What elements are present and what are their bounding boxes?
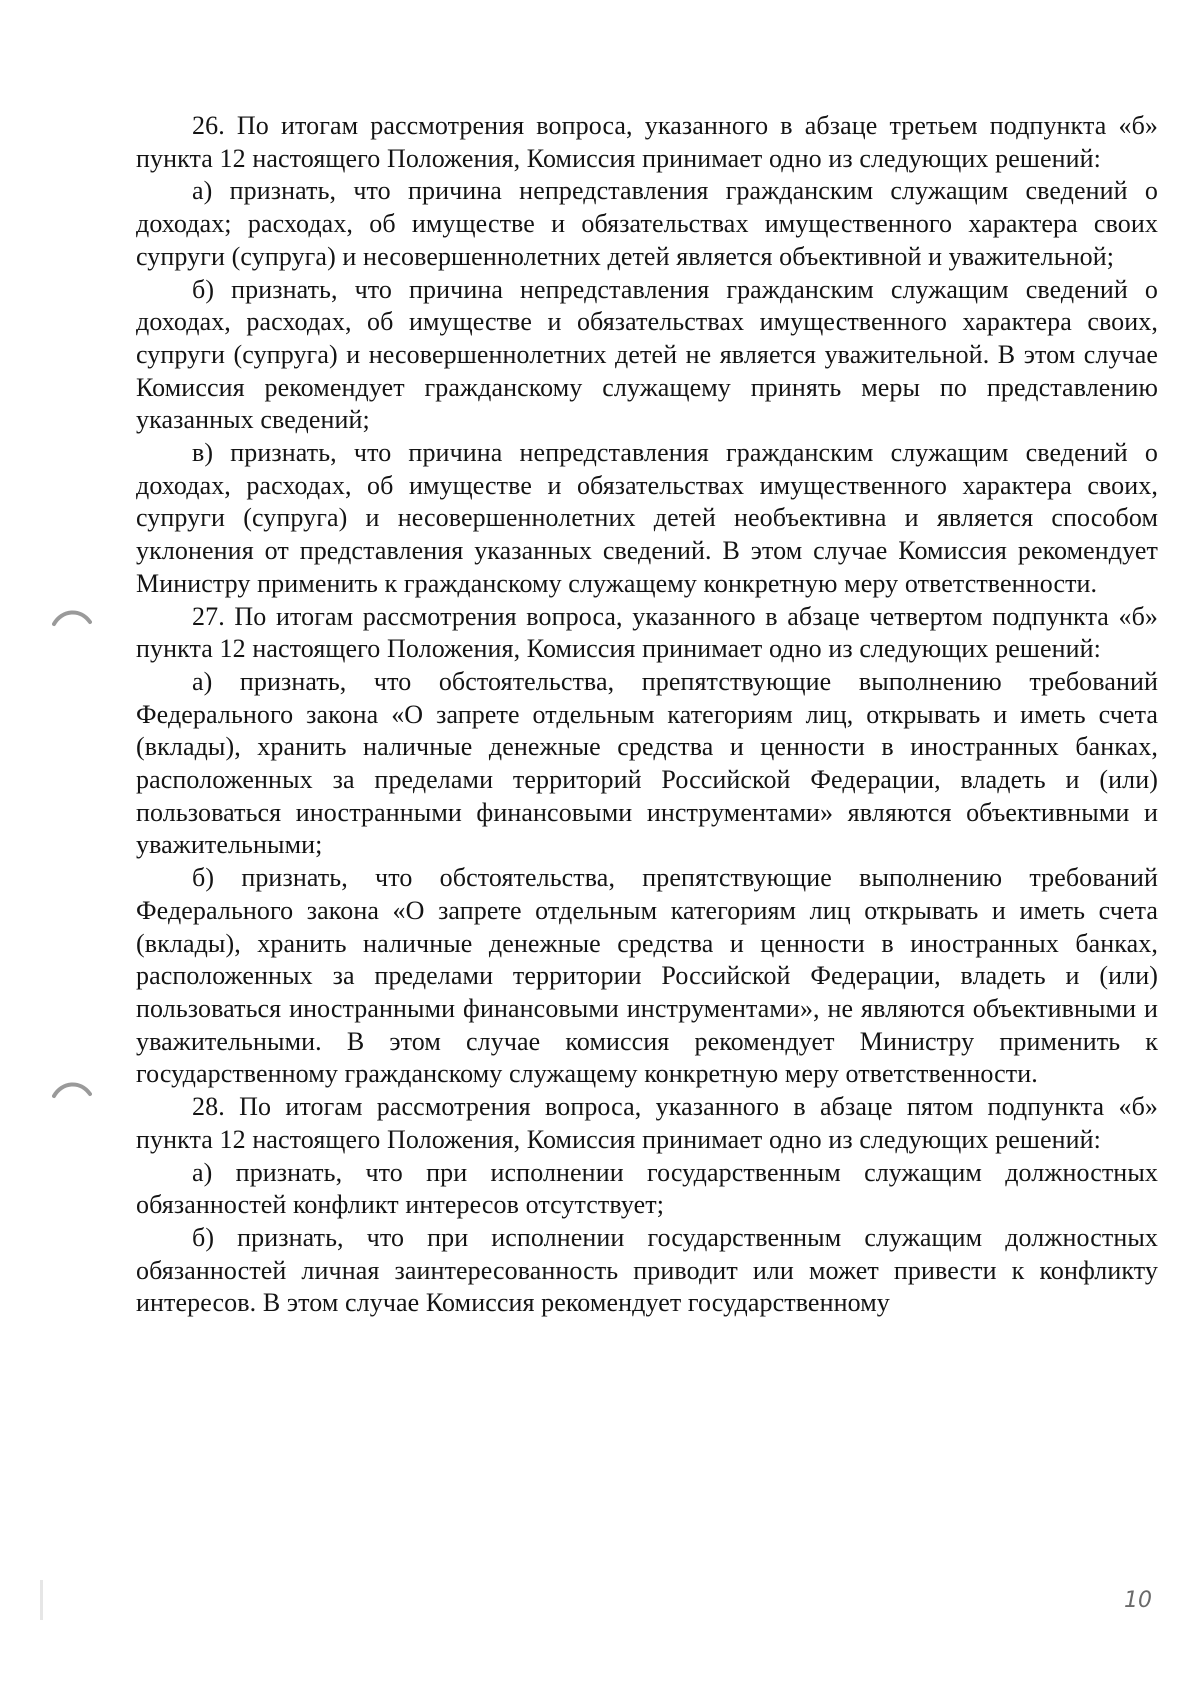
paragraph-27-a: а) признать, что обстоятельства, препятствующие выполнению требований Федерального закона «О запрете отдельным категориям лиц, открывать и иметь счета (вклады), хранить наличные денежные средства и ценности в иностранных банках, расположенных за пределами территорий Российской Федерации, владеть и (или) пользоваться иностранными финансовыми инструментами» являются объективными и уважительными; — [136, 666, 1158, 860]
paragraph-26-v: в) признать, что причина непредставления гражданским служащим сведений о доходах, расходах, об имуществе и обязательствах имущественного характера своих, супруги (супруга) и несовершеннолетних детей необъективна и является способом уклонения от представления указанных сведений. В этом случае Комиссия рекомендует Министру применить к гражданскому служащему конкретную меру ответственности. — [136, 438, 1158, 598]
paragraph-26-b: б) признать, что причина непредставления гражданским служащим сведений о доходах, расходах, об имуществе и обязательствах имущественного характера своих, супруги (супруга) и несовершеннолетних детей не является уважительной. В этом случае Комиссия рекомендует гражданскому служащему принять меры по представлению указанных сведений; — [136, 274, 1158, 435]
paragraph-28-b: б) признать, что при исполнении государственным служащим должностных обязанностей личная заинтересованность приводит или может привести к конфликту интересов. В этом случае Комиссия рекомендует государственному — [136, 1222, 1158, 1318]
paragraph-28-a: а) признать, что при исполнении государственным служащим должностных обязанностей конфликт интересов отсутствует; — [136, 1157, 1158, 1220]
paragraph-26: 26. По итогам рассмотрения вопроса, указанного в абзаце третьем подпункта «б» пункта 12 настоящего Положения, Комиссия принимает одно из следующих решений: — [136, 111, 1158, 173]
paragraph-26-a: а) признать, что причина непредставления гражданским служащим сведений о доходах; расходах, об имуществе и обязательствах имущественного характера своих супруги (супруга) и несовершеннолетних детей является объективной и уважительной; — [136, 176, 1158, 271]
paragraph-27: 27. По итогам рассмотрения вопроса, указанного в абзаце четвертом подпункта «б» пункта 12 настоящего Положения, Комиссия принимает одно из следующих решений: — [136, 601, 1158, 664]
paragraph-27-b: б) признать, что обстоятельства, препятствующие выполнению требований Федерального закона «О запрете отдельным категориям лиц открывать и иметь счета (вклады), хранить наличные денежные средства и ценности в иностранных банках, расположенных за пределами территории Российской Федерации, владеть и (или) пользоваться иностранными финансовыми инструментами», не являются объективными и уважительными. В этом случае комиссия рекомендует Министру применить к государственному гражданскому служащему конкретную меру ответственности. — [136, 863, 1158, 1089]
page-number: 10 — [1124, 1588, 1152, 1613]
binder-hole-mark-bottom — [52, 1078, 92, 1100]
binder-hole-mark-top — [52, 606, 92, 628]
scan-edge-mark — [40, 1580, 43, 1620]
paragraph-28: 28. По итогам рассмотрения вопроса, указанного в абзаце пятом подпункта «б» пункта 12 настоящего Положения, Комиссия принимает одно из следующих решений: — [136, 1092, 1158, 1154]
document-body — [136, 110, 1158, 1320]
